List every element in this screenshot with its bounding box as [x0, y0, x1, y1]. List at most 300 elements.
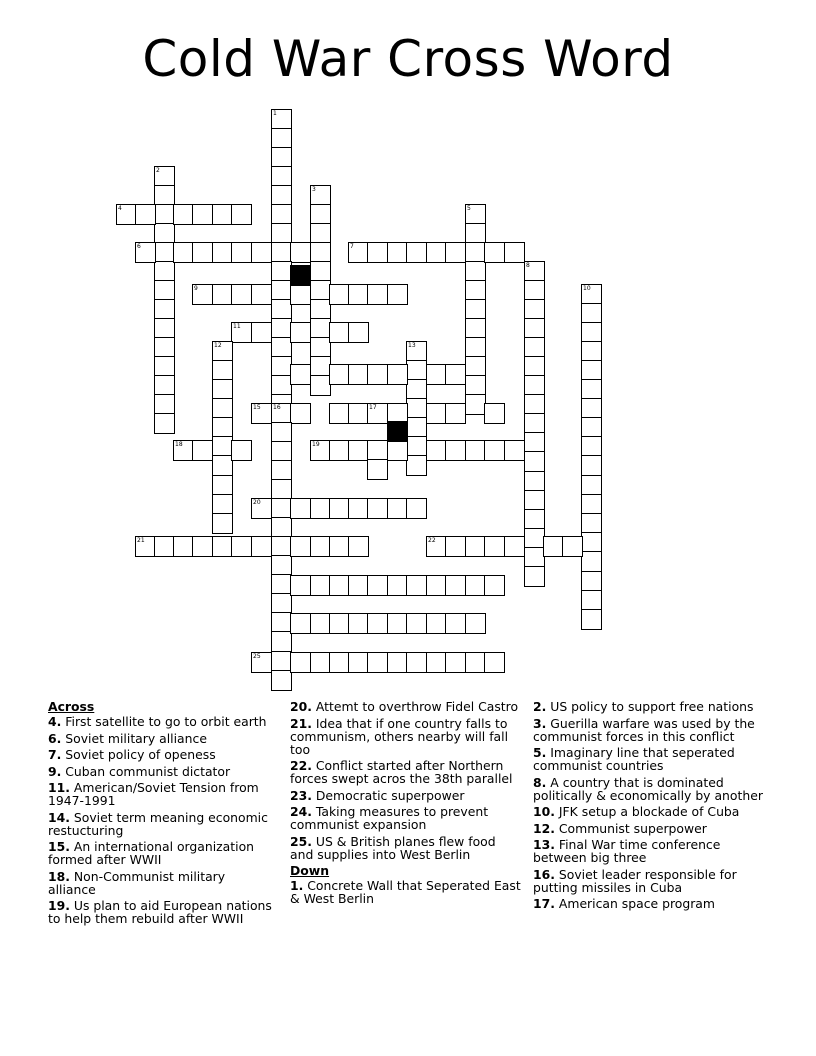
grid-cell[interactable] [466, 300, 485, 319]
grid-cell[interactable] [272, 671, 291, 690]
clue-text: Democratic superpower [311, 787, 465, 803]
grid-cell[interactable] [272, 404, 291, 423]
grid-cell[interactable] [466, 653, 485, 672]
grid-cell[interactable] [155, 300, 174, 319]
grid-cell[interactable] [136, 205, 155, 224]
grid-cell[interactable] [330, 537, 349, 556]
clue-number: 6. [48, 730, 62, 746]
grid-cell[interactable] [311, 224, 330, 243]
across-clue [48, 748, 276, 761]
grid-cell[interactable] [466, 537, 485, 556]
grid-cell[interactable] [117, 205, 136, 224]
grid-cell[interactable] [272, 281, 291, 300]
grid-cell[interactable] [427, 537, 446, 556]
clue-text: Imaginary line that seperated communist countries [533, 745, 735, 773]
grid-cell[interactable] [232, 323, 251, 342]
grid-cell[interactable] [213, 342, 232, 361]
grid-cell[interactable] [466, 262, 485, 281]
clues-column-1 [48, 700, 276, 929]
grid-cell[interactable] [155, 243, 174, 262]
grid-cell[interactable] [155, 167, 174, 186]
grid-cell[interactable] [232, 537, 251, 556]
grid-cell[interactable] [155, 262, 174, 281]
grid-cell[interactable] [311, 281, 330, 300]
grid-cell[interactable] [155, 319, 174, 338]
grid-cell[interactable] [174, 205, 193, 224]
grid-cell[interactable] [368, 499, 387, 518]
grid-cell[interactable] [232, 285, 251, 304]
grid-cell[interactable] [582, 591, 601, 610]
grid-cell[interactable] [291, 285, 310, 304]
grid-cell[interactable] [388, 404, 407, 423]
grid-cell[interactable] [349, 576, 368, 595]
clue-number: 6 [137, 243, 141, 250]
grid-cell[interactable] [213, 437, 232, 456]
grid-cell[interactable] [525, 262, 544, 281]
grid-cell[interactable] [446, 441, 465, 460]
grid-cell[interactable] [272, 110, 291, 129]
grid-cell[interactable] [563, 537, 582, 556]
grid-cell[interactable] [272, 613, 291, 632]
grid-cell[interactable] [466, 441, 485, 460]
grid-cell[interactable] [311, 319, 330, 338]
grid-cell[interactable] [388, 441, 407, 460]
grid-cell[interactable] [193, 205, 212, 224]
grid-cell[interactable] [525, 300, 544, 319]
clue-number: 11 [233, 323, 241, 330]
grid-cell[interactable] [368, 404, 387, 423]
across-clue [48, 899, 276, 925]
across-clue [48, 870, 276, 896]
grid-cell[interactable] [485, 576, 504, 595]
down-clue [533, 776, 773, 802]
grid-cell[interactable] [466, 338, 485, 357]
clue-number: 25 [253, 653, 261, 660]
clue-number: 10. [533, 804, 555, 819]
grid-cell[interactable] [213, 285, 232, 304]
grid-cell[interactable] [525, 491, 544, 510]
grid-cell[interactable] [155, 376, 174, 395]
grid-cell[interactable] [193, 285, 212, 304]
grid-cell[interactable] [466, 614, 485, 633]
clue-number: 18 [175, 441, 183, 448]
grid-cell[interactable] [407, 243, 426, 262]
clue-number: 18. [48, 868, 70, 884]
clues-column-2 [290, 700, 522, 909]
grid-cell[interactable] [466, 243, 485, 262]
clues-column-3 [533, 700, 773, 914]
grid-cell[interactable] [272, 205, 291, 224]
grid-cell[interactable] [582, 285, 601, 304]
grid-cell[interactable] [330, 441, 349, 460]
grid-cell[interactable] [407, 653, 426, 672]
grid-cell[interactable] [466, 576, 485, 595]
grid-cell[interactable] [272, 499, 291, 518]
grid-cell[interactable] [525, 319, 544, 338]
grid-cell[interactable] [291, 404, 310, 423]
down-clue [533, 746, 773, 772]
clue-number: 5 [467, 205, 471, 212]
grid-cell[interactable] [485, 441, 504, 460]
grid-cell[interactable] [349, 404, 368, 423]
grid-cell[interactable] [272, 186, 291, 205]
clue-number: 4. [48, 714, 62, 729]
grid-cell[interactable] [582, 533, 601, 552]
grid-cell[interactable] [272, 129, 291, 148]
grid-cell[interactable] [311, 300, 330, 319]
grid-cell[interactable] [505, 537, 524, 556]
clue-text: JFK setup a blockade of Cuba [554, 804, 740, 819]
clue-number: 9. [48, 763, 62, 779]
grid-cell[interactable] [213, 243, 232, 262]
grid-cell[interactable] [388, 576, 407, 595]
across-clue [290, 700, 522, 713]
grid-cell[interactable] [582, 552, 601, 571]
grid-cell[interactable] [311, 357, 330, 376]
grid-cell[interactable] [272, 224, 291, 243]
grid-cell[interactable] [368, 653, 387, 672]
grid-cell[interactable] [272, 148, 291, 167]
grid-cell[interactable] [136, 243, 155, 262]
down-clues-part-1 [290, 879, 522, 905]
grid-cell[interactable] [525, 529, 544, 548]
grid-cell[interactable] [272, 575, 291, 594]
grid-cell[interactable] [446, 653, 465, 672]
grid-cell[interactable] [272, 594, 291, 613]
grid-cell[interactable] [330, 653, 349, 672]
grid-cell[interactable] [446, 365, 465, 384]
grid-cell[interactable] [311, 576, 330, 595]
grid-cell[interactable] [213, 456, 232, 475]
grid-cell[interactable] [330, 323, 349, 342]
clue-text: Us plan to aid European nations to help them rebuild after WWII [48, 898, 272, 926]
grid-cell[interactable] [272, 632, 291, 651]
grid-cell[interactable] [525, 433, 544, 452]
grid-cell[interactable] [388, 285, 407, 304]
grid-cell[interactable] [272, 537, 291, 556]
down-clue [533, 717, 773, 743]
grid-cell[interactable] [582, 476, 601, 495]
grid-cell[interactable] [252, 653, 271, 672]
clue-text: Guerilla warfare was used by the communist forces in this conflict [533, 715, 755, 744]
grid-cell[interactable] [349, 365, 368, 384]
down-clue [533, 805, 773, 818]
grid-cell[interactable] [349, 614, 368, 633]
grid-cell[interactable] [272, 518, 291, 537]
grid-cell[interactable] [525, 472, 544, 491]
grid-cell[interactable] [525, 452, 544, 471]
grid-cell[interactable] [213, 399, 232, 418]
grid-cell[interactable] [272, 442, 291, 461]
grid-cell[interactable] [174, 243, 193, 262]
grid-cell[interactable] [232, 243, 251, 262]
grid-cell[interactable] [330, 576, 349, 595]
grid-cell[interactable] [232, 441, 251, 460]
clue-number: 15. [48, 839, 70, 854]
grid-cell[interactable] [272, 319, 291, 338]
clue-number: 8 [526, 262, 530, 269]
grid-cell[interactable] [466, 357, 485, 376]
grid-cell[interactable] [525, 281, 544, 300]
grid-cell[interactable] [272, 480, 291, 499]
grid-cell[interactable] [291, 243, 310, 262]
grid-cell[interactable] [193, 441, 212, 460]
grid-cell[interactable] [349, 285, 368, 304]
grid-cell[interactable] [311, 243, 330, 262]
grid-cell[interactable] [427, 365, 446, 384]
grid-cell[interactable] [349, 537, 368, 556]
grid-cell[interactable] [368, 441, 387, 460]
grid-cell[interactable] [466, 376, 485, 395]
grid-cell[interactable] [427, 404, 446, 423]
grid-cell[interactable] [330, 285, 349, 304]
grid-cell[interactable] [446, 576, 465, 595]
grid-cell[interactable] [407, 614, 426, 633]
grid-cell[interactable] [407, 380, 426, 399]
clue-number: 11. [48, 780, 70, 795]
grid-cell[interactable] [272, 338, 291, 357]
grid-cell[interactable] [311, 614, 330, 633]
grid-cell[interactable] [252, 323, 271, 342]
across-heading: Across [48, 699, 95, 714]
grid-cell[interactable] [213, 380, 232, 399]
clue-text: First satellite to go to orbit earth [61, 714, 267, 729]
grid-cell[interactable] [582, 610, 601, 629]
grid-cell[interactable] [272, 423, 291, 442]
grid-cell[interactable] [155, 395, 174, 414]
grid-cell[interactable] [349, 499, 368, 518]
grid-cell[interactable] [525, 357, 544, 376]
down-clue [533, 700, 773, 713]
grid-cell[interactable] [311, 262, 330, 281]
grid-cell[interactable] [349, 323, 368, 342]
grid-cell[interactable] [582, 380, 601, 399]
grid-cell[interactable] [272, 300, 291, 319]
grid-cell[interactable] [272, 376, 291, 395]
grid-cell[interactable] [466, 319, 485, 338]
page-title: Cold War Cross Word [142, 30, 674, 88]
grid-cell[interactable] [155, 186, 174, 205]
grid-cell[interactable] [349, 441, 368, 460]
grid-cell[interactable] [368, 460, 387, 479]
clue-number: 13. [533, 837, 555, 852]
grid-cell[interactable] [388, 365, 407, 384]
clue-number: 4 [118, 205, 122, 212]
grid-cell[interactable] [311, 537, 330, 556]
grid-cell[interactable] [311, 441, 330, 460]
grid-cell[interactable] [582, 495, 601, 514]
grid-cell[interactable] [582, 342, 601, 361]
grid-cell[interactable] [544, 537, 563, 556]
grid-cell[interactable] [466, 281, 485, 300]
grid-cell[interactable] [407, 576, 426, 595]
across-clue [48, 732, 276, 745]
grid-cell[interactable] [213, 514, 232, 533]
clue-number: 2. [533, 699, 547, 714]
black-cell [291, 266, 310, 285]
down-clue [533, 897, 773, 910]
across-clue [48, 765, 276, 778]
grid-cell[interactable] [272, 357, 291, 376]
grid-cell[interactable] [213, 418, 232, 437]
grid-cell[interactable] [388, 499, 407, 518]
grid-cell[interactable] [252, 404, 271, 423]
grid-cell[interactable] [311, 205, 330, 224]
grid-cell[interactable] [427, 441, 446, 460]
grid-cell[interactable] [582, 399, 601, 418]
clue-number: 20. [290, 699, 312, 714]
grid-cell[interactable] [446, 243, 465, 262]
grid-cell[interactable] [213, 205, 232, 224]
grid-cell[interactable] [368, 285, 387, 304]
grid-cell[interactable] [525, 376, 544, 395]
clue-number: 3. [533, 715, 547, 731]
grid-cell[interactable] [252, 537, 271, 556]
across-clue [48, 781, 276, 807]
grid-cell[interactable] [427, 576, 446, 595]
grid-cell[interactable] [174, 537, 193, 556]
across-clue [48, 715, 276, 728]
grid-cell[interactable] [193, 243, 212, 262]
grid-cell[interactable] [213, 361, 232, 380]
grid-cell[interactable] [582, 323, 601, 342]
grid-cell[interactable] [311, 186, 330, 205]
across-clue [48, 811, 276, 837]
grid-cell[interactable] [311, 338, 330, 357]
clue-number: 19 [312, 441, 320, 448]
grid-cell[interactable] [427, 243, 446, 262]
grid-cell[interactable] [505, 441, 524, 460]
down-clue [533, 838, 773, 864]
grid-cell[interactable] [388, 653, 407, 672]
grid-cell[interactable] [232, 205, 251, 224]
down-heading: Down [290, 863, 330, 878]
grid-cell[interactable] [272, 243, 291, 262]
grid-cell[interactable] [213, 476, 232, 495]
grid-cell[interactable] [330, 614, 349, 633]
grid-cell[interactable] [272, 652, 291, 671]
grid-cell[interactable] [272, 167, 291, 186]
grid-cell[interactable] [446, 404, 465, 423]
black-cell [388, 422, 407, 441]
grid-cell[interactable] [155, 414, 174, 433]
grid-cell[interactable] [525, 567, 544, 586]
grid-cell[interactable] [155, 281, 174, 300]
grid-cell[interactable] [155, 224, 174, 243]
grid-cell[interactable] [407, 499, 426, 518]
clue-text: Idea that if one country falls to communism, others nearby will fall too [290, 715, 509, 757]
grid-cell[interactable] [155, 357, 174, 376]
grid-cell[interactable] [582, 418, 601, 437]
grid-cell[interactable] [291, 576, 310, 595]
grid-cell[interactable] [388, 243, 407, 262]
grid-cell[interactable] [485, 537, 504, 556]
grid-cell[interactable] [368, 576, 387, 595]
grid-cell[interactable] [291, 499, 310, 518]
grid-cell[interactable] [330, 499, 349, 518]
clue-text: Conflict started after Northern forces swept acros the 38th parallel [290, 758, 513, 786]
across-clues-part-2 [290, 700, 522, 861]
grid-cell[interactable] [252, 243, 271, 262]
grid-cell[interactable] [582, 572, 601, 591]
grid-cell[interactable] [388, 614, 407, 633]
grid-cell[interactable] [291, 614, 310, 633]
grid-cell[interactable] [466, 205, 485, 224]
grid-cell[interactable] [272, 262, 291, 281]
grid-cell[interactable] [368, 243, 387, 262]
grid-cell[interactable] [349, 243, 368, 262]
grid-cell[interactable] [407, 418, 426, 437]
grid-cell[interactable] [349, 653, 368, 672]
grid-cell[interactable] [582, 437, 601, 456]
grid-cell[interactable] [155, 537, 174, 556]
grid-cell[interactable] [525, 395, 544, 414]
clue-number: 7 [350, 243, 354, 250]
grid-cell[interactable] [330, 404, 349, 423]
grid-cell[interactable] [446, 614, 465, 633]
grid-cell[interactable] [582, 514, 601, 533]
grid-cell[interactable] [311, 653, 330, 672]
grid-cell[interactable] [525, 414, 544, 433]
grid-cell[interactable] [291, 365, 310, 384]
grid-cell[interactable] [427, 614, 446, 633]
grid-cell[interactable] [407, 399, 426, 418]
grid-cell[interactable] [311, 376, 330, 395]
grid-cell[interactable] [427, 653, 446, 672]
grid-cell[interactable] [582, 361, 601, 380]
grid-cell[interactable] [485, 404, 504, 423]
grid-cell[interactable] [272, 461, 291, 480]
grid-cell[interactable] [252, 285, 271, 304]
grid-cell[interactable] [213, 537, 232, 556]
grid-cell[interactable] [291, 323, 310, 342]
grid-cell[interactable] [213, 495, 232, 514]
grid-cell[interactable] [272, 556, 291, 575]
clue-text: American/Soviet Tension from 1947-1991 [48, 780, 259, 808]
grid-cell[interactable] [407, 361, 426, 380]
grid-cell[interactable] [252, 499, 271, 518]
grid-cell[interactable] [155, 205, 174, 224]
grid-cell[interactable] [291, 537, 310, 556]
grid-cell[interactable] [525, 548, 544, 567]
grid-cell[interactable] [525, 338, 544, 357]
grid-cell[interactable] [407, 456, 426, 475]
grid-cell[interactable] [193, 537, 212, 556]
grid-cell[interactable] [505, 243, 524, 262]
grid-cell[interactable] [407, 437, 426, 456]
grid-cell[interactable] [330, 365, 349, 384]
clue-text: US & British planes flew food and supplies into West Berlin [290, 833, 496, 862]
grid-cell[interactable] [407, 342, 426, 361]
grid-cell[interactable] [136, 537, 155, 556]
grid-cell[interactable] [291, 653, 310, 672]
grid-cell[interactable] [582, 456, 601, 475]
grid-cell[interactable] [485, 243, 504, 262]
grid-cell[interactable] [446, 537, 465, 556]
grid-cell[interactable] [174, 441, 193, 460]
grid-cell[interactable] [466, 395, 485, 414]
clue-text: Soviet term meaning economic restucturing [48, 809, 268, 838]
grid-cell[interactable] [582, 304, 601, 323]
grid-cell[interactable] [368, 614, 387, 633]
grid-cell[interactable] [155, 338, 174, 357]
grid-cell[interactable] [368, 365, 387, 384]
grid-cell[interactable] [485, 653, 504, 672]
clue-number: 23. [290, 787, 312, 803]
grid-cell[interactable] [466, 224, 485, 243]
grid-cell[interactable] [525, 510, 544, 529]
grid-cell[interactable] [311, 499, 330, 518]
